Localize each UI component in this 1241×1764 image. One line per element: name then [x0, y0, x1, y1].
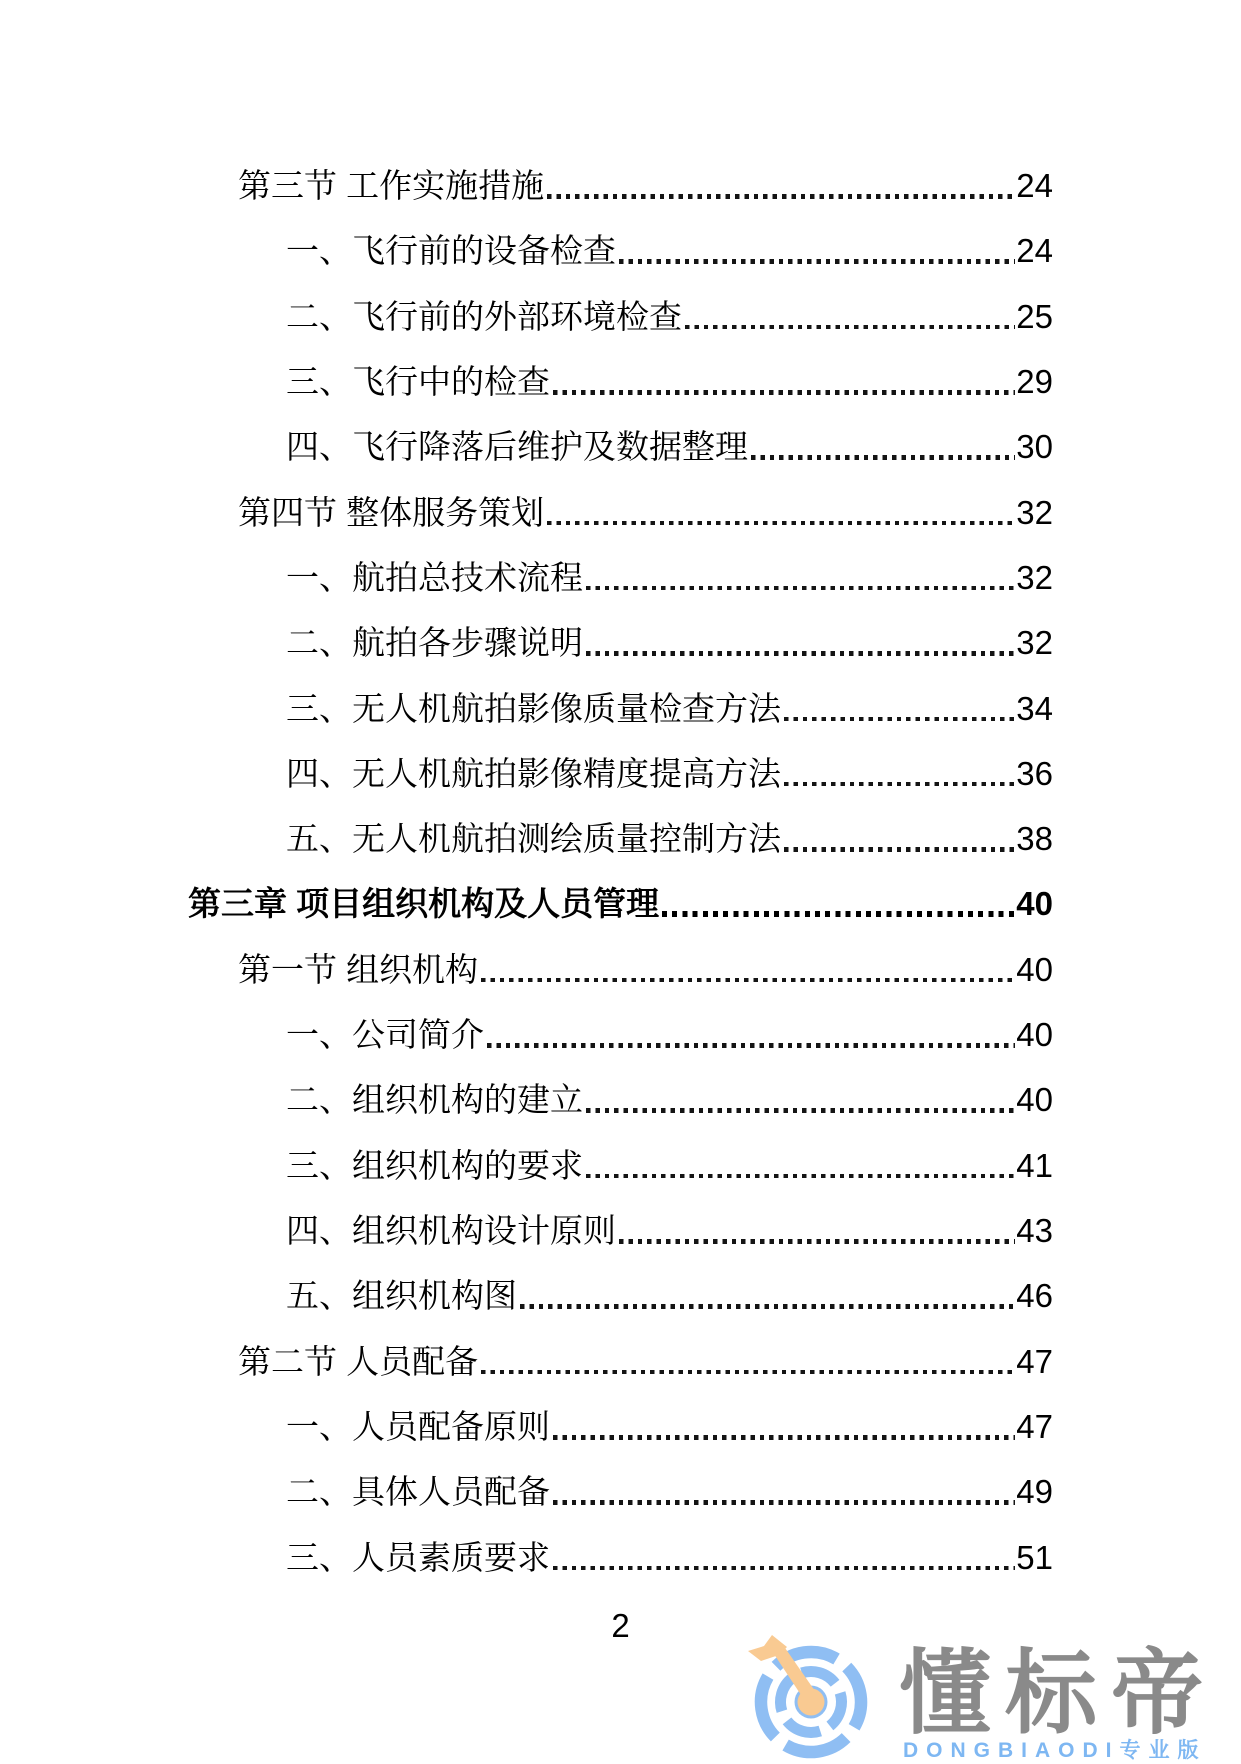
toc-entry[interactable] [188, 1067, 1053, 1132]
toc-dot-leader [662, 911, 1015, 917]
toc-dot-leader [586, 586, 1015, 591]
toc-entry[interactable] [188, 1263, 1053, 1328]
toc-entry[interactable] [188, 153, 1053, 218]
toc-entry-label: 第二节 人员配备 [238, 1342, 479, 1380]
toc-entry[interactable] [188, 806, 1053, 871]
toc-entry-label: 四、组织机构设计原则 [286, 1212, 616, 1249]
toc-entry-label: 二、飞行前的外部环境检查 [286, 297, 682, 335]
toc-dot-leader [784, 717, 1015, 722]
toc-dot-leader [586, 651, 1015, 656]
toc-dot-leader [751, 455, 1015, 460]
toc-dot-leader [481, 978, 1015, 983]
toc-list [188, 153, 1053, 1590]
toc-dot-leader [553, 390, 1015, 395]
toc-entry-page: 29 [1016, 362, 1053, 400]
toc-entry-page: 40 [1016, 1016, 1053, 1054]
toc-entry-label: 一、飞行前的设备检查 [286, 232, 616, 270]
toc-entry-label: 二、航拍各步骤说明 [286, 624, 583, 662]
toc-dot-leader [619, 1239, 1015, 1244]
watermark [729, 1630, 1241, 1762]
toc-entry-label: 第四节 整体服务策划 [238, 493, 545, 531]
toc-dot-leader [619, 259, 1015, 264]
toc-entry-page: 46 [1016, 1277, 1053, 1315]
toc-dot-leader [553, 1500, 1015, 1505]
toc-entry-label: 一、公司简介 [286, 1016, 484, 1054]
toc-entry-label: 五、无人机航拍测绘质量控制方法 [286, 820, 781, 858]
toc-entry-page: 41 [1016, 1146, 1053, 1184]
toc-entry-page: 24 [1016, 167, 1053, 204]
toc-entry[interactable] [188, 937, 1053, 1002]
toc-entry-page: 47 [1016, 1407, 1053, 1445]
toc-entry[interactable] [188, 610, 1053, 675]
toc-dot-leader [487, 1043, 1015, 1048]
toc-entry-page: 32 [1016, 624, 1053, 662]
toc-entry-label: 三、人员素质要求 [286, 1538, 550, 1576]
toc-entry-label: 三、组织机构的要求 [286, 1146, 583, 1184]
toc-entry-page: 51 [1016, 1538, 1053, 1576]
toc-entry[interactable] [188, 284, 1053, 349]
toc-entry-page: 32 [1016, 558, 1053, 596]
toc-entry-label: 第三节 工作实施措施 [238, 167, 545, 204]
toc-entry-page: 34 [1016, 689, 1053, 727]
toc-entry-label: 第三章 项目组织机构及人员管理 [188, 885, 660, 923]
toc-entry-page: 24 [1016, 232, 1053, 270]
toc-dot-leader [586, 1174, 1015, 1179]
toc-entry-label: 二、组织机构的建立 [286, 1081, 583, 1119]
bullseye-dart-icon [743, 1634, 873, 1760]
watermark-subtitle-text: DONGBIAODI专业版 [903, 1739, 1207, 1762]
toc-entry-page: 32 [1016, 493, 1053, 531]
toc-entry-label: 一、人员配备原则 [286, 1407, 550, 1445]
toc-entry[interactable] [188, 1133, 1053, 1198]
toc-entry-page: 47 [1016, 1342, 1053, 1380]
watermark-brand-text: 懂标帝 [899, 1643, 1218, 1745]
toc-entry-page: 40 [1016, 950, 1053, 988]
toc-entry-page: 40 [1016, 885, 1053, 923]
toc-entry[interactable] [188, 871, 1053, 936]
toc-entry[interactable] [188, 741, 1053, 806]
toc-entry-label: 三、无人机航拍影像质量检查方法 [286, 689, 781, 727]
toc-entry[interactable] [188, 1002, 1053, 1067]
toc-entry-page: 30 [1016, 428, 1053, 466]
toc-entry-label: 第一节 组织机构 [238, 950, 479, 988]
toc-entry[interactable] [188, 545, 1053, 610]
toc-entry-page: 25 [1016, 297, 1053, 335]
toc-dot-leader [685, 325, 1015, 330]
toc-entry[interactable] [188, 349, 1053, 414]
toc-dot-leader [520, 1304, 1015, 1309]
toc-entry[interactable] [188, 414, 1053, 479]
toc-dot-leader [553, 1566, 1015, 1571]
toc-entry-label: 二、具体人员配备 [286, 1473, 550, 1511]
toc-dot-leader [547, 194, 1015, 199]
toc-entry[interactable] [188, 1329, 1053, 1394]
toc-entry[interactable] [188, 676, 1053, 741]
toc-entry[interactable] [188, 480, 1053, 545]
toc-entry-page: 49 [1016, 1473, 1053, 1511]
toc-dot-leader [553, 1435, 1015, 1440]
toc-entry[interactable] [188, 1525, 1053, 1590]
toc-entry[interactable] [188, 1459, 1053, 1524]
toc-entry-label: 五、组织机构图 [286, 1277, 517, 1315]
toc-entry[interactable] [188, 218, 1053, 283]
toc-entry-label: 三、飞行中的检查 [286, 362, 550, 400]
toc-dot-leader [547, 521, 1015, 526]
toc-dot-leader [481, 1370, 1015, 1375]
page-number: 2 [611, 1607, 630, 1644]
toc-dot-leader [784, 782, 1015, 787]
toc-entry-label: 四、无人机航拍影像精度提高方法 [286, 754, 781, 792]
toc-entry-page: 36 [1016, 754, 1053, 792]
toc-entry[interactable] [188, 1198, 1053, 1263]
toc-entry-label: 一、航拍总技术流程 [286, 558, 583, 596]
toc-entry[interactable] [188, 1394, 1053, 1459]
toc-entry-label: 四、飞行降落后维护及数据整理 [286, 428, 748, 466]
toc-entry-page: 43 [1016, 1212, 1053, 1249]
toc-dot-leader [784, 847, 1015, 852]
toc-dot-leader [586, 1108, 1015, 1113]
toc-entry-page: 40 [1016, 1081, 1053, 1119]
toc-entry-page: 38 [1016, 820, 1053, 858]
